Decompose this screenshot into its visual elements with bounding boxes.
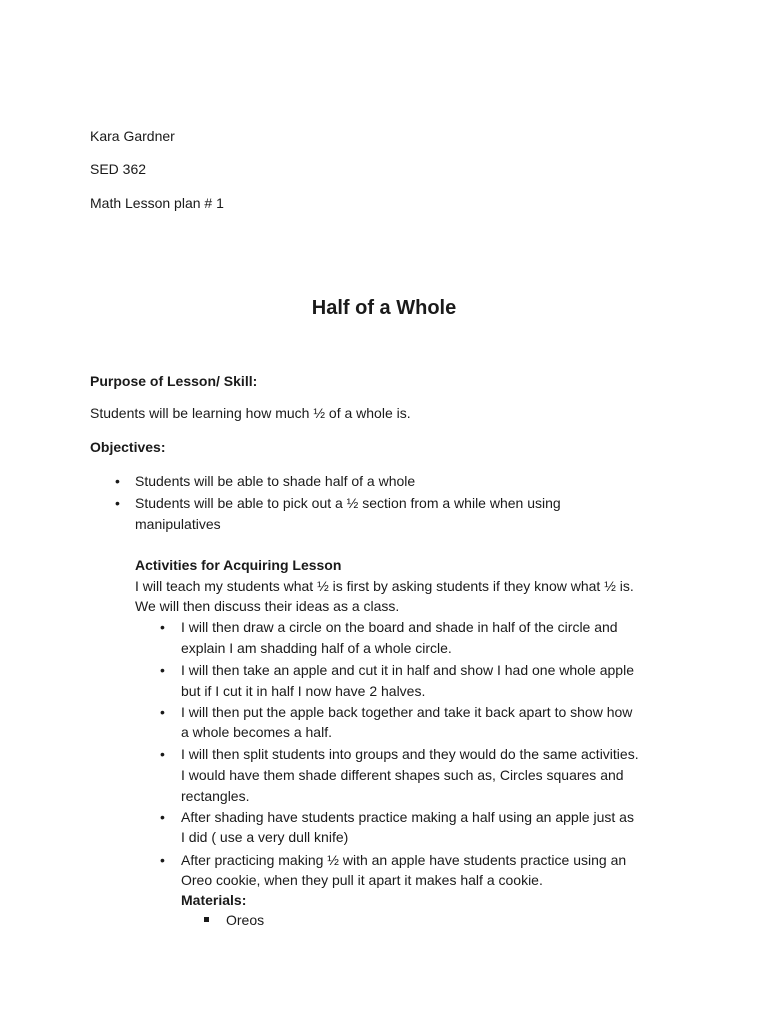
objective-line: manipulatives (135, 516, 221, 532)
lesson-plan-number: Math Lesson plan # 1 (90, 195, 224, 211)
activity-line: I will then put the apple back together and take it back apart to show how (181, 704, 633, 720)
activity-line: I will then draw a circle on the board and shade in half of the circle and (181, 619, 618, 635)
document-title: Half of a Whole (311, 297, 457, 319)
activity-line: explain I am shadding half of a whole circle. (181, 640, 452, 656)
bullet-icon: • (160, 746, 165, 762)
bullet-icon: • (115, 495, 120, 511)
activity-line: a whole becomes a half. (181, 724, 332, 740)
activities-intro-line: I will teach my students what ½ is first by asking students if they know what ½ is. (135, 578, 634, 594)
square-bullet-icon (204, 917, 209, 922)
activity-line: I did ( use a very dull knife) (181, 829, 349, 845)
purpose-heading: Purpose of Lesson/ Skill: (90, 373, 258, 389)
course-code: SED 362 (90, 161, 147, 177)
activities-intro-line: We will then discuss their ideas as a class. (135, 598, 400, 614)
activity-line: I will then take an apple and cut it in half and show I had one whole apple (181, 662, 634, 678)
objectives-heading: Objectives: (90, 439, 166, 455)
bullet-icon: • (160, 852, 165, 868)
bullet-icon: • (160, 809, 165, 825)
bullet-icon: • (115, 473, 120, 489)
objective-line: Students will be able to pick out a ½ section from a while when using (135, 495, 561, 511)
bullet-icon: • (160, 704, 165, 720)
activities-heading: Activities for Acquiring Lesson (135, 557, 342, 573)
activity-line: Oreo cookie, when they pull it apart it makes half a cookie. (181, 872, 543, 888)
activity-line: After practicing making ½ with an apple have students practice using an (181, 852, 627, 868)
objective-line: Students will be able to shade half of a whole (135, 473, 416, 489)
activity-line: After shading have students practice making a half using an apple just as (181, 809, 634, 825)
activity-line: I will then split students into groups and they would do the same activities. (181, 746, 639, 762)
materials-heading: Materials: (181, 892, 247, 908)
bullet-icon: • (160, 662, 165, 678)
bullet-icon: • (160, 619, 165, 635)
activity-line: rectangles. (181, 788, 250, 804)
purpose-text: Students will be learning how much ½ of a whole is. (90, 405, 411, 421)
author-name: Kara Gardner (90, 128, 175, 144)
activity-line: but if I cut it in half I now have 2 halves. (181, 683, 426, 699)
material-label: Oreos (226, 912, 265, 928)
activity-line: I would have them shade different shapes such as, Circles squares and (181, 767, 624, 783)
